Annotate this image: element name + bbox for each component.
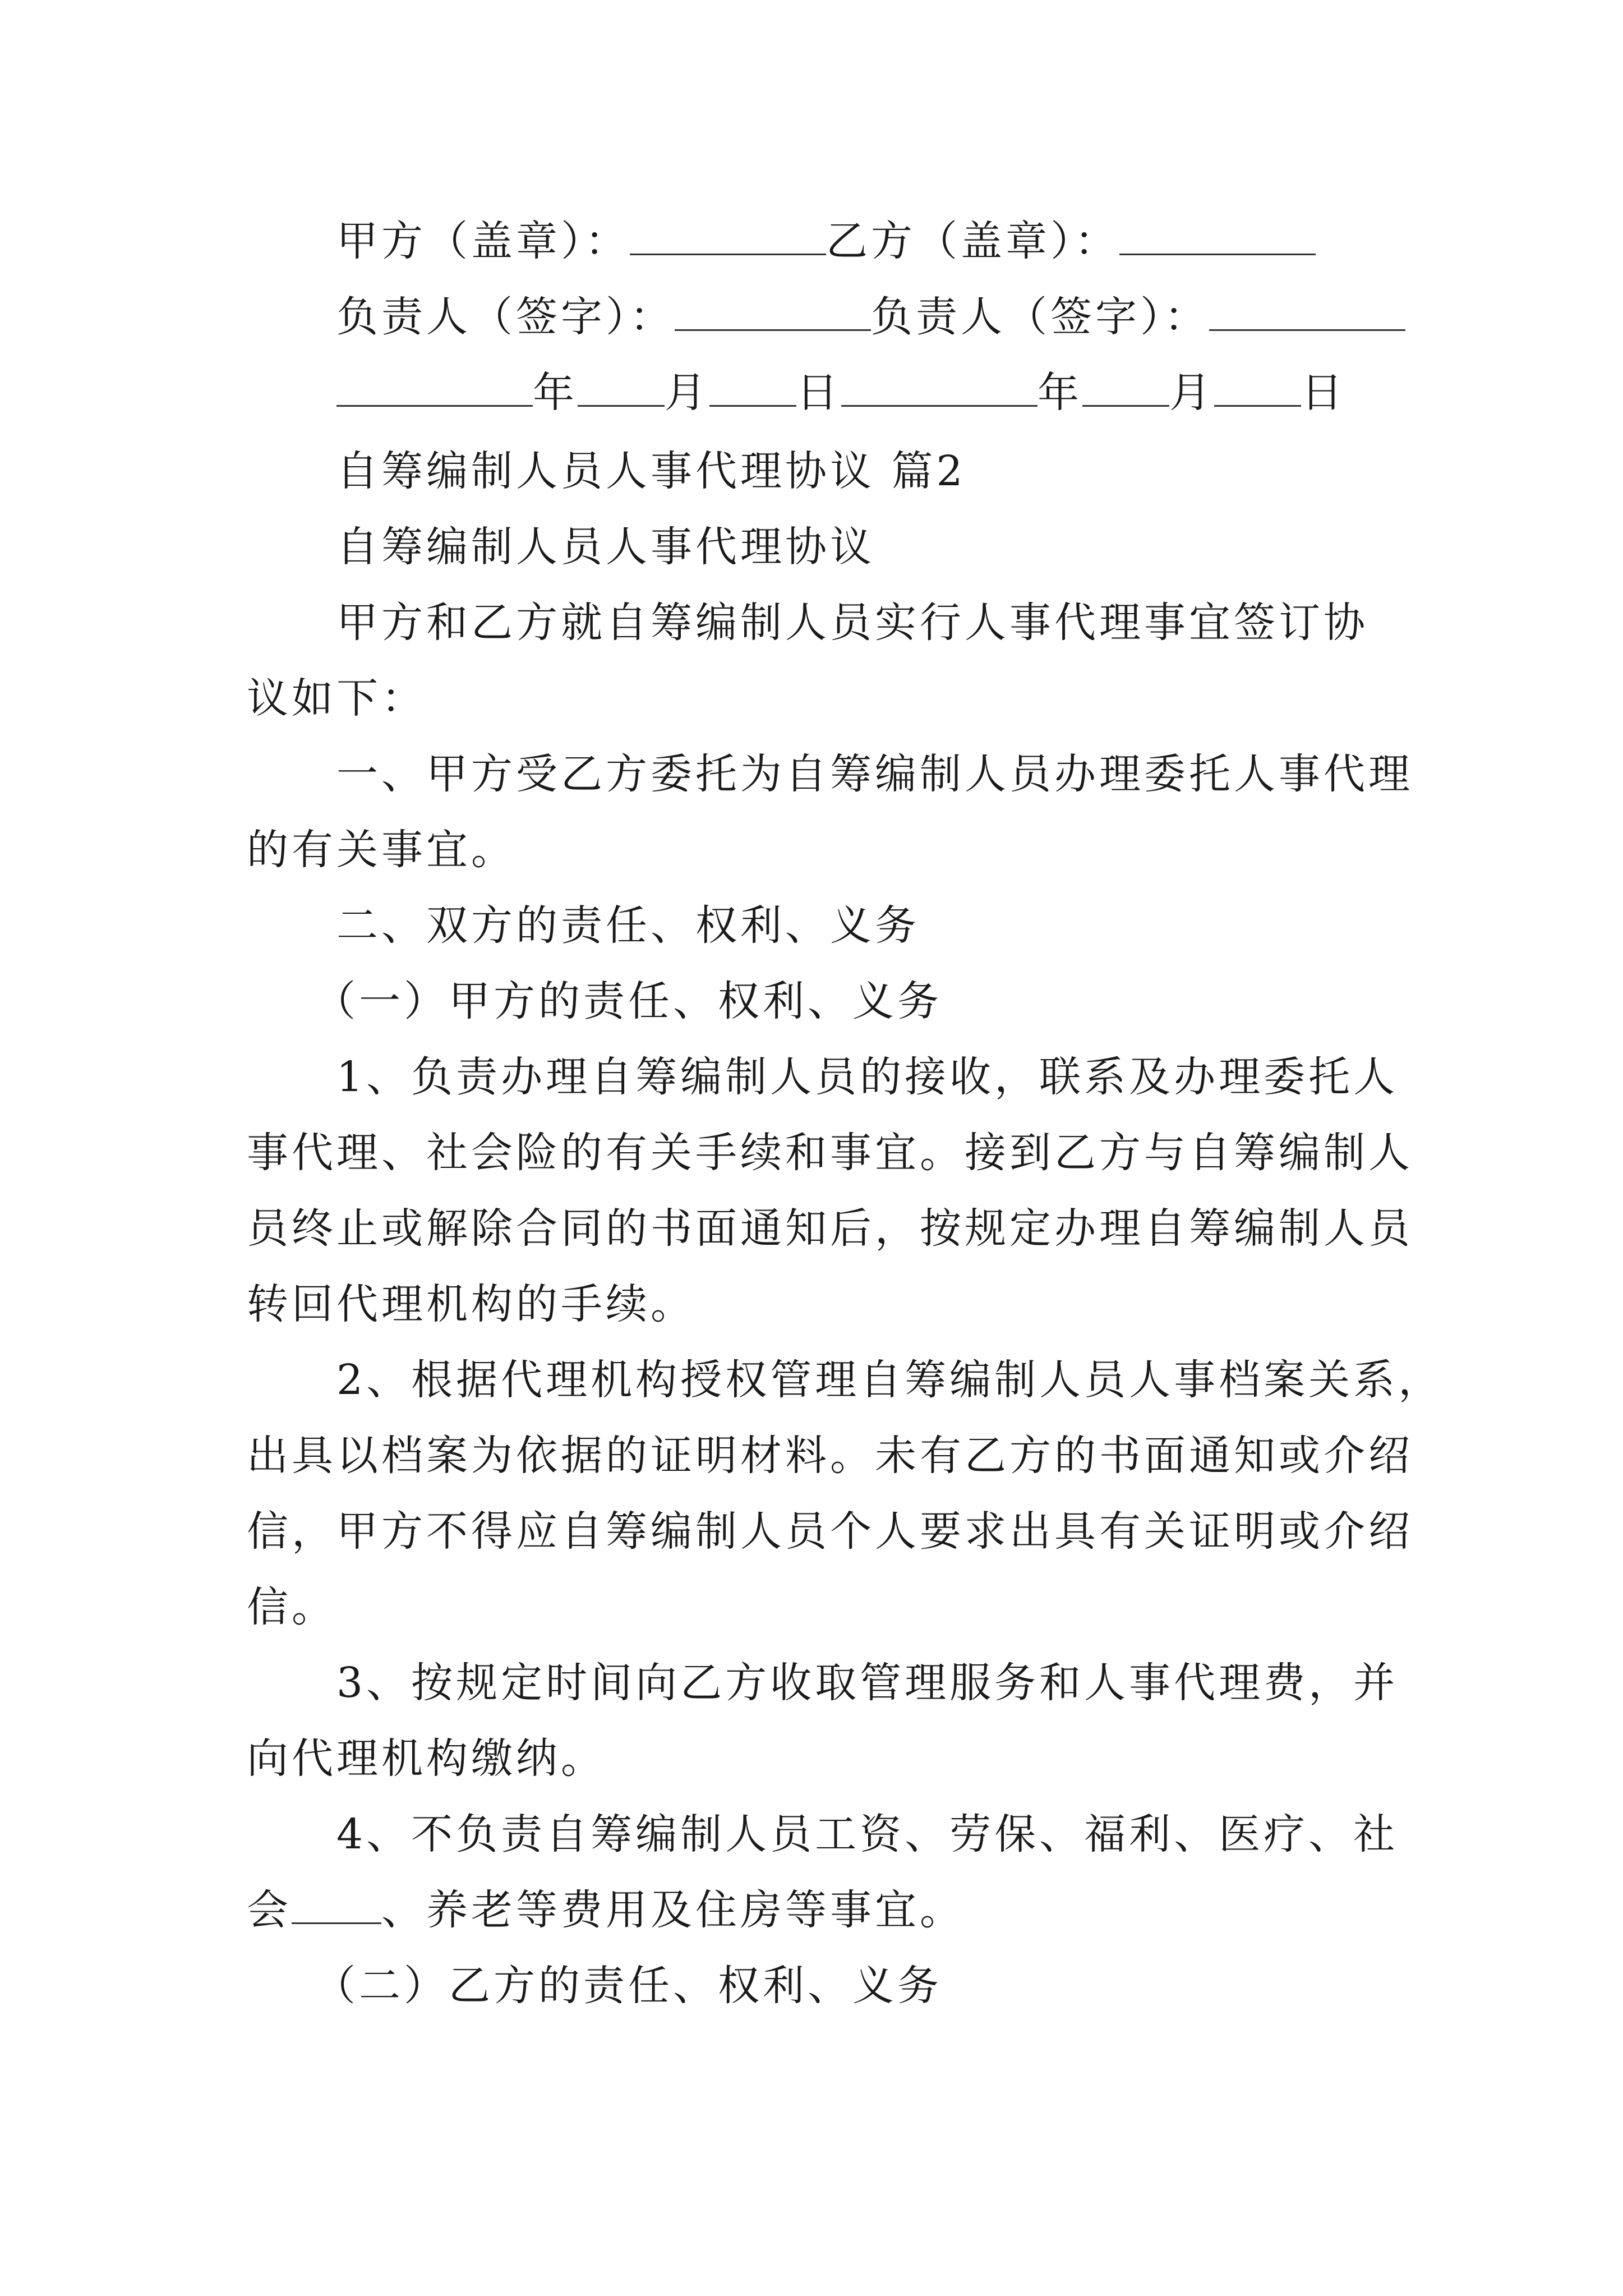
- paragraph-line: 一、甲方受乙方委托为自筹编制人员办理委托人事代理: [336, 750, 1413, 798]
- paragraph-line: 甲方和乙方就自筹编制人员实行人事代理事宜签订协: [336, 599, 1368, 647]
- day-a-blank: [709, 366, 796, 407]
- party-b-seal-blank: [1119, 214, 1316, 255]
- month-a-blank: [578, 366, 665, 407]
- year-b-blank: [841, 366, 1038, 407]
- paragraph-line: 4、不负责自筹编制人员工资、劳保、福利、医疗、社: [336, 1810, 1399, 1858]
- day-a-label: 日: [796, 369, 841, 417]
- year-a-label: 年: [533, 369, 578, 417]
- section-heading: 自筹编制人员人事代理协议 篇2: [336, 447, 966, 495]
- person-a-sign-label: 负责人（签字）：: [336, 293, 675, 341]
- person-a-sign-blank: [675, 290, 871, 331]
- party-b-seal-label: 乙方（盖章）：: [826, 217, 1119, 265]
- paragraph-line: 出具以档案为依据的证明材料。未有乙方的书面通知或介绍: [247, 1432, 1413, 1480]
- day-b-label: 日: [1301, 369, 1346, 417]
- paragraph-line: 转回代理机构的手续。: [247, 1280, 695, 1328]
- paragraph-line: 2、根据代理机构授权管理自筹编制人员人事档案关系，: [336, 1356, 1444, 1404]
- month-a-label: 月: [665, 369, 709, 417]
- year-a-blank: [336, 366, 533, 407]
- year-b-label: 年: [1038, 369, 1082, 417]
- paragraph-line: [247, 1882, 965, 1938]
- paragraph-line: 信，甲方不得应自筹编制人员个人要求出具有关证明或介绍: [247, 1507, 1413, 1556]
- paragraph-line: 3、按规定时间向乙方收取管理服务和人事代理费，并: [336, 1659, 1399, 1707]
- party-a-seal-label: 甲方（盖章）：: [336, 217, 630, 265]
- paragraph-line: 议如下：: [247, 674, 426, 723]
- inline-blank: [292, 1883, 381, 1924]
- month-b-label: 月: [1169, 369, 1214, 417]
- month-b-blank: [1082, 366, 1169, 407]
- paragraph-line: 信。: [247, 1583, 336, 1631]
- paragraph-line: 1、负责办理自筹编制人员的接收，联系及办理委托人: [336, 1053, 1399, 1101]
- subsection-heading: （二）乙方的责任、权利、义务: [314, 1962, 942, 2010]
- paragraph-line: 向代理机构缴纳。: [247, 1734, 606, 1783]
- signature-row-date: [336, 365, 1346, 421]
- person-b-sign-blank: [1209, 290, 1405, 331]
- paragraph-line: 的有关事宜。: [247, 826, 516, 874]
- paragraph-line: 二、双方的责任、权利、义务: [336, 901, 920, 950]
- signature-row-seal: [336, 213, 1316, 269]
- party-a-seal-blank: [630, 214, 826, 255]
- paragraph-line: 事代理、社会险的有关手续和事宜。接到乙方与自筹编制人: [247, 1129, 1413, 1177]
- document-title: 自筹编制人员人事代理协议: [336, 523, 875, 571]
- paragraph-line: 员终止或解除合同的书面通知后，按规定办理自筹编制人员: [247, 1204, 1413, 1253]
- signature-row-sign: [336, 289, 1405, 345]
- subsection-heading: （一）甲方的责任、权利、义务: [314, 977, 942, 1025]
- person-b-sign-label: 负责人（签字）：: [871, 293, 1209, 341]
- line-suffix: 、养老等费用及住房等事宜。: [381, 1886, 965, 1934]
- day-b-blank: [1214, 366, 1301, 407]
- line-prefix: 会: [247, 1886, 292, 1934]
